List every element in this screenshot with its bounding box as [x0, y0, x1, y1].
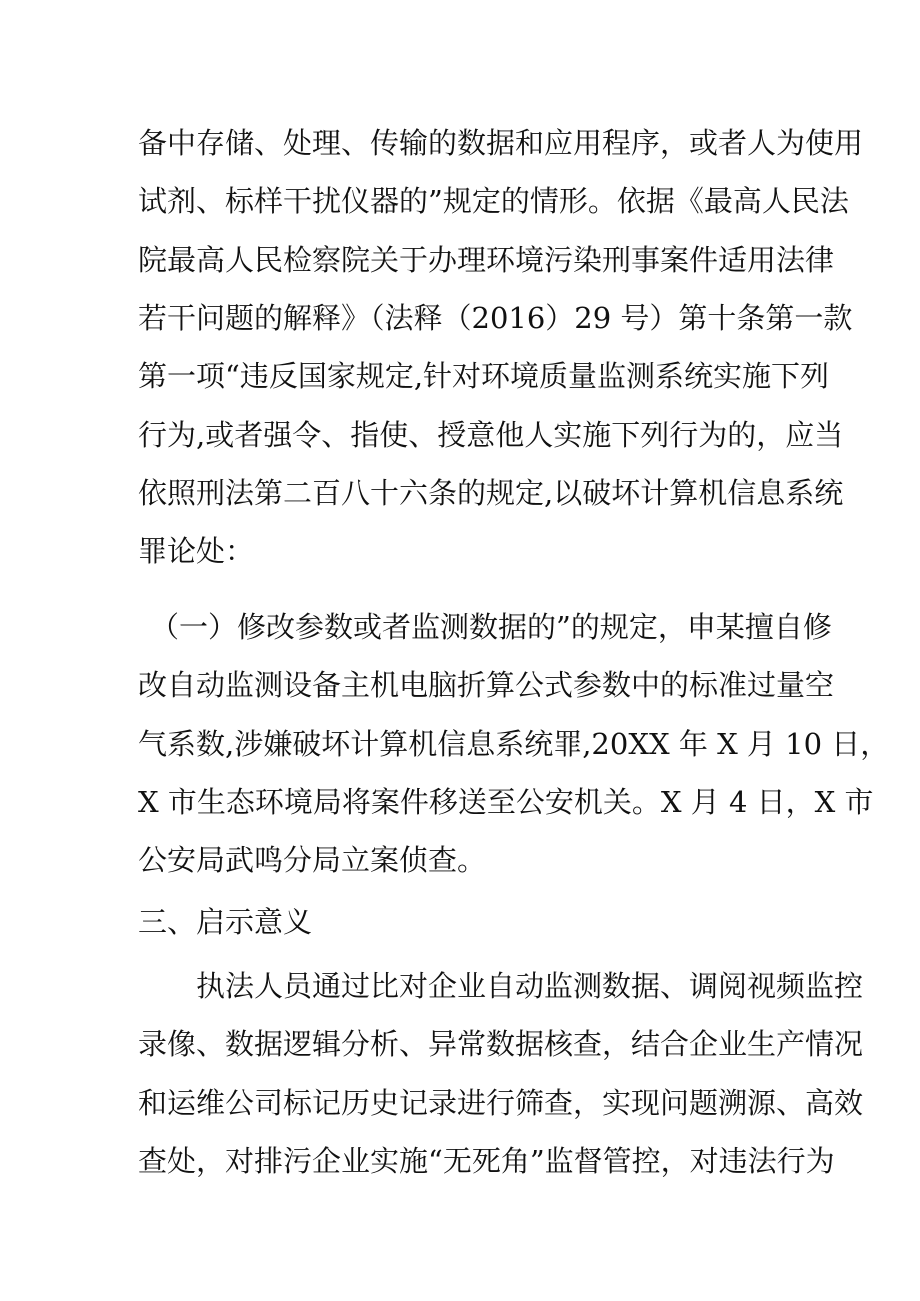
text-line-16: 录像、数据逻辑分析、异常数据核查，结合企业生产情况 — [138, 1027, 864, 1061]
text-line-9: （一）修改参数或者监测数据的”的规定，申某擅自修 — [150, 610, 832, 644]
text-line-4: 若干问题的解释》（法释（2016）29 号）第十条第一款 — [138, 301, 853, 335]
section-heading: 三、启示意义 — [138, 905, 313, 939]
text-line-13: 公安局武鸣分局立案侦查。 — [138, 843, 487, 877]
text-line-1: 备中存储、处理、传输的数据和应用程序，或者人为使用 — [138, 126, 864, 160]
text-line-18: 查处，对排污企业实施“无死角”监督管控，对违法行为 — [138, 1144, 835, 1178]
text-line-12: X 市生态环境局将案件移送至公安机关。X 月 4 日，X 市 — [138, 785, 874, 819]
text-line-10: 改自动监测设备主机电脑折算公式参数中的标准过量空 — [138, 668, 835, 702]
text-line-3: 院最高人民检察院关于办理环境污染刑事案件适用法律 — [138, 243, 835, 277]
text-line-15: 执法人员通过比对企业自动监测数据、调阅视频监控 — [196, 969, 864, 1003]
text-line-11: 气系数,涉嫌破坏计算机信息系统罪,20XX 年 X 月 10 日， — [138, 727, 890, 761]
text-line-8: 罪论处： — [138, 534, 255, 568]
text-line-17: 和运维公司标记历史记录进行筛查，实现问题溯源、高效 — [138, 1086, 864, 1120]
text-line-7: 依照刑法第二百八十六条的规定,以破坏计算机信息系统 — [138, 476, 844, 510]
text-line-6: 行为,或者强令、指使、授意他人实施下列行为的，应当 — [138, 418, 844, 452]
text-line-5: 第一项“违反国家规定,针对环境质量监测系统实施下列 — [138, 359, 830, 393]
text-line-2: 试剂、标样干扰仪器的”规定的情形。依据《最高人民法 — [138, 184, 849, 218]
